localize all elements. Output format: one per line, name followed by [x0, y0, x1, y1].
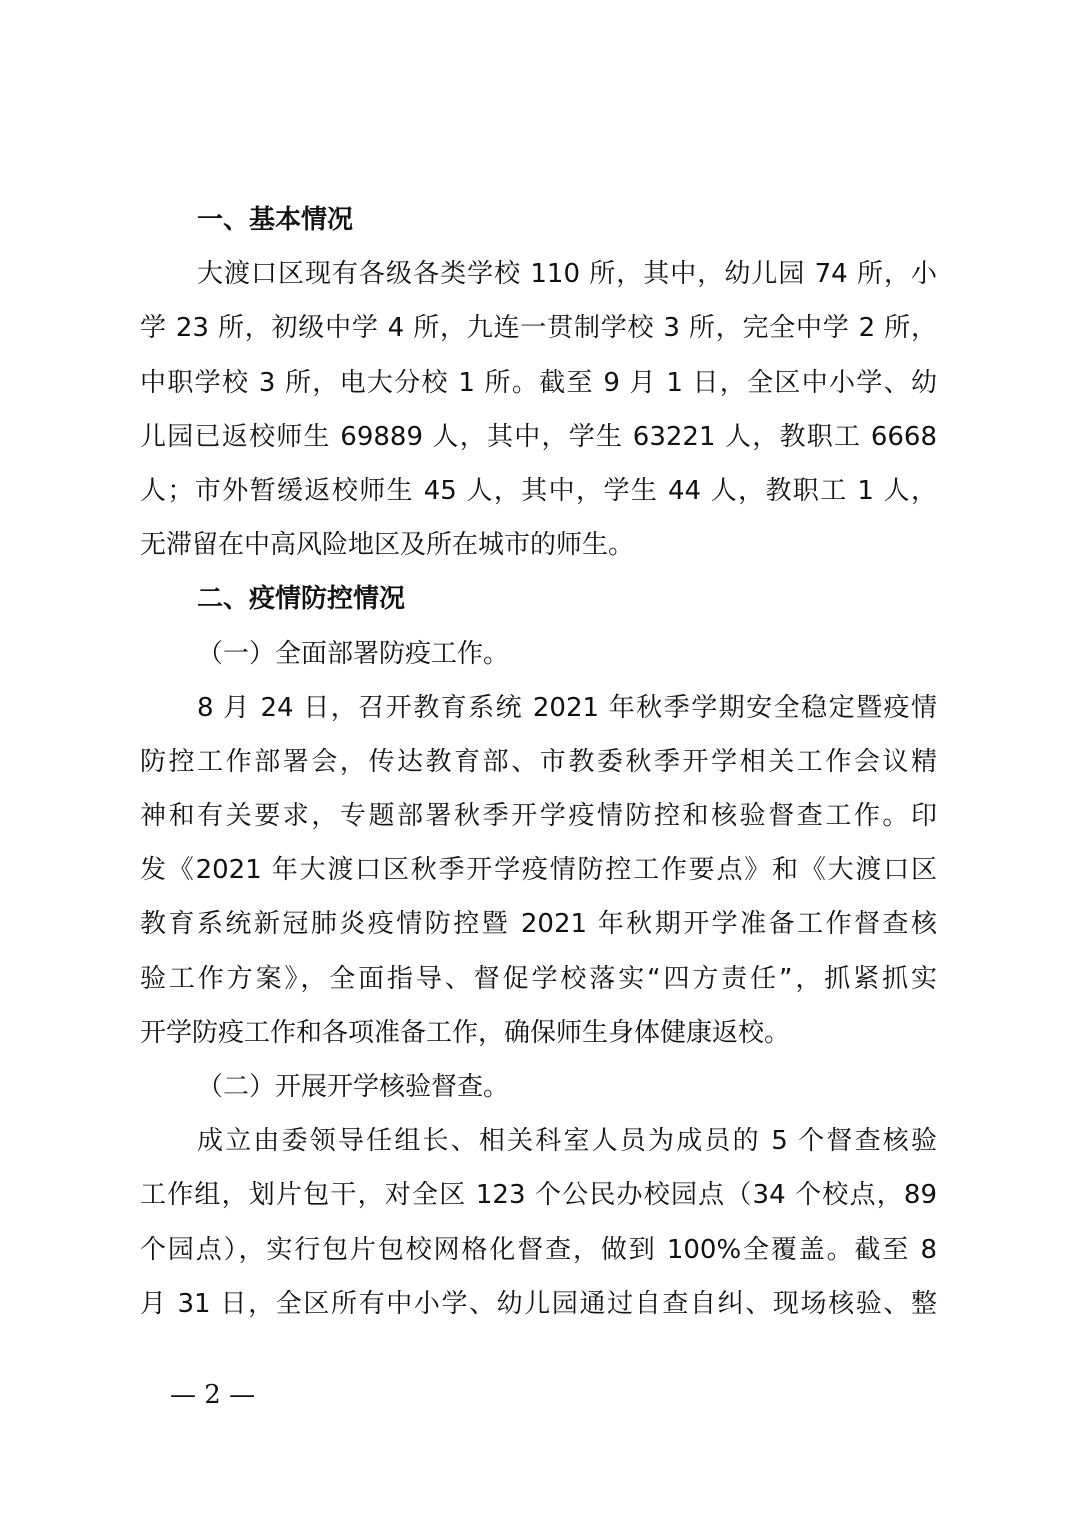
text-line: 发《2021 年大渡口区秋季开学疫情防控工作要点》和《大渡口区: [140, 855, 937, 886]
text-line: 大渡口区现有各级各类学校 110 所，其中，幼儿园 74 所，小: [197, 259, 937, 290]
text-line: 学 23 所，初级中学 4 所，九连一贯制学校 3 所，完全中学 2 所，: [140, 313, 937, 344]
text-line: 中职学校 3 所，电大分校 1 所。截至 9 月 1 日，全区中小学、幼: [140, 367, 937, 398]
text-line: 8 月 24 日，召开教育系统 2021 年秋季学期安全稳定暨疫情: [197, 692, 937, 723]
text-line: 无滞留在中高风险地区及所在城市的师生。: [140, 530, 635, 561]
paragraph: [140, 1114, 937, 1331]
text-line: 成立由委领导任组长、相关科室人员为成员的 5 个督查核验: [197, 1126, 937, 1157]
section-heading: 一、基本情况: [197, 205, 354, 235]
section-heading: 二、疫情防控情况: [197, 584, 406, 615]
text-line: 教育系统新冠肺炎疫情防控暨 2021 年秋期开学准备工作督查核: [140, 909, 937, 940]
paragraph: [140, 247, 937, 572]
text-line: 儿园已返校师生 69889 人，其中，学生 63221 人，教职工 6668: [140, 421, 937, 452]
text-line: 工作组，划片包干，对全区 123 个公民办校园点（34 个校点，89: [140, 1180, 937, 1211]
subsection-heading: （一）全面部署防疫工作。: [197, 638, 510, 669]
text-line: 验工作方案》，全面指导、督促学校落实“四方责任”，抓紧抓实: [140, 963, 937, 994]
page-number: — 2 —: [170, 1380, 256, 1410]
text-line: 人；市外暂缓返校师生 45 人，其中，学生 44 人，教职工 1 人，: [140, 475, 937, 506]
text-line: 防控工作部署会，传达教育部、市教委秋季开学相关工作会议精: [140, 746, 937, 777]
text-line: 神和有关要求，专题部署秋季开学疫情防控和核验督查工作。印: [140, 801, 937, 832]
text-line: 开学防疫工作和各项准备工作，确保师生身体健康返校。: [140, 1017, 791, 1048]
paragraph: [140, 681, 937, 1060]
text-line: 月 31 日，全区所有中小学、幼儿园通过自查自纠、现场核验、整: [140, 1288, 937, 1319]
document-body: [140, 193, 937, 1331]
subsection-heading: （二）开展开学核验督查。: [197, 1072, 510, 1102]
text-line: 个园点），实行包片包校网格化督查，做到 100%全覆盖。截至 8: [140, 1234, 937, 1265]
